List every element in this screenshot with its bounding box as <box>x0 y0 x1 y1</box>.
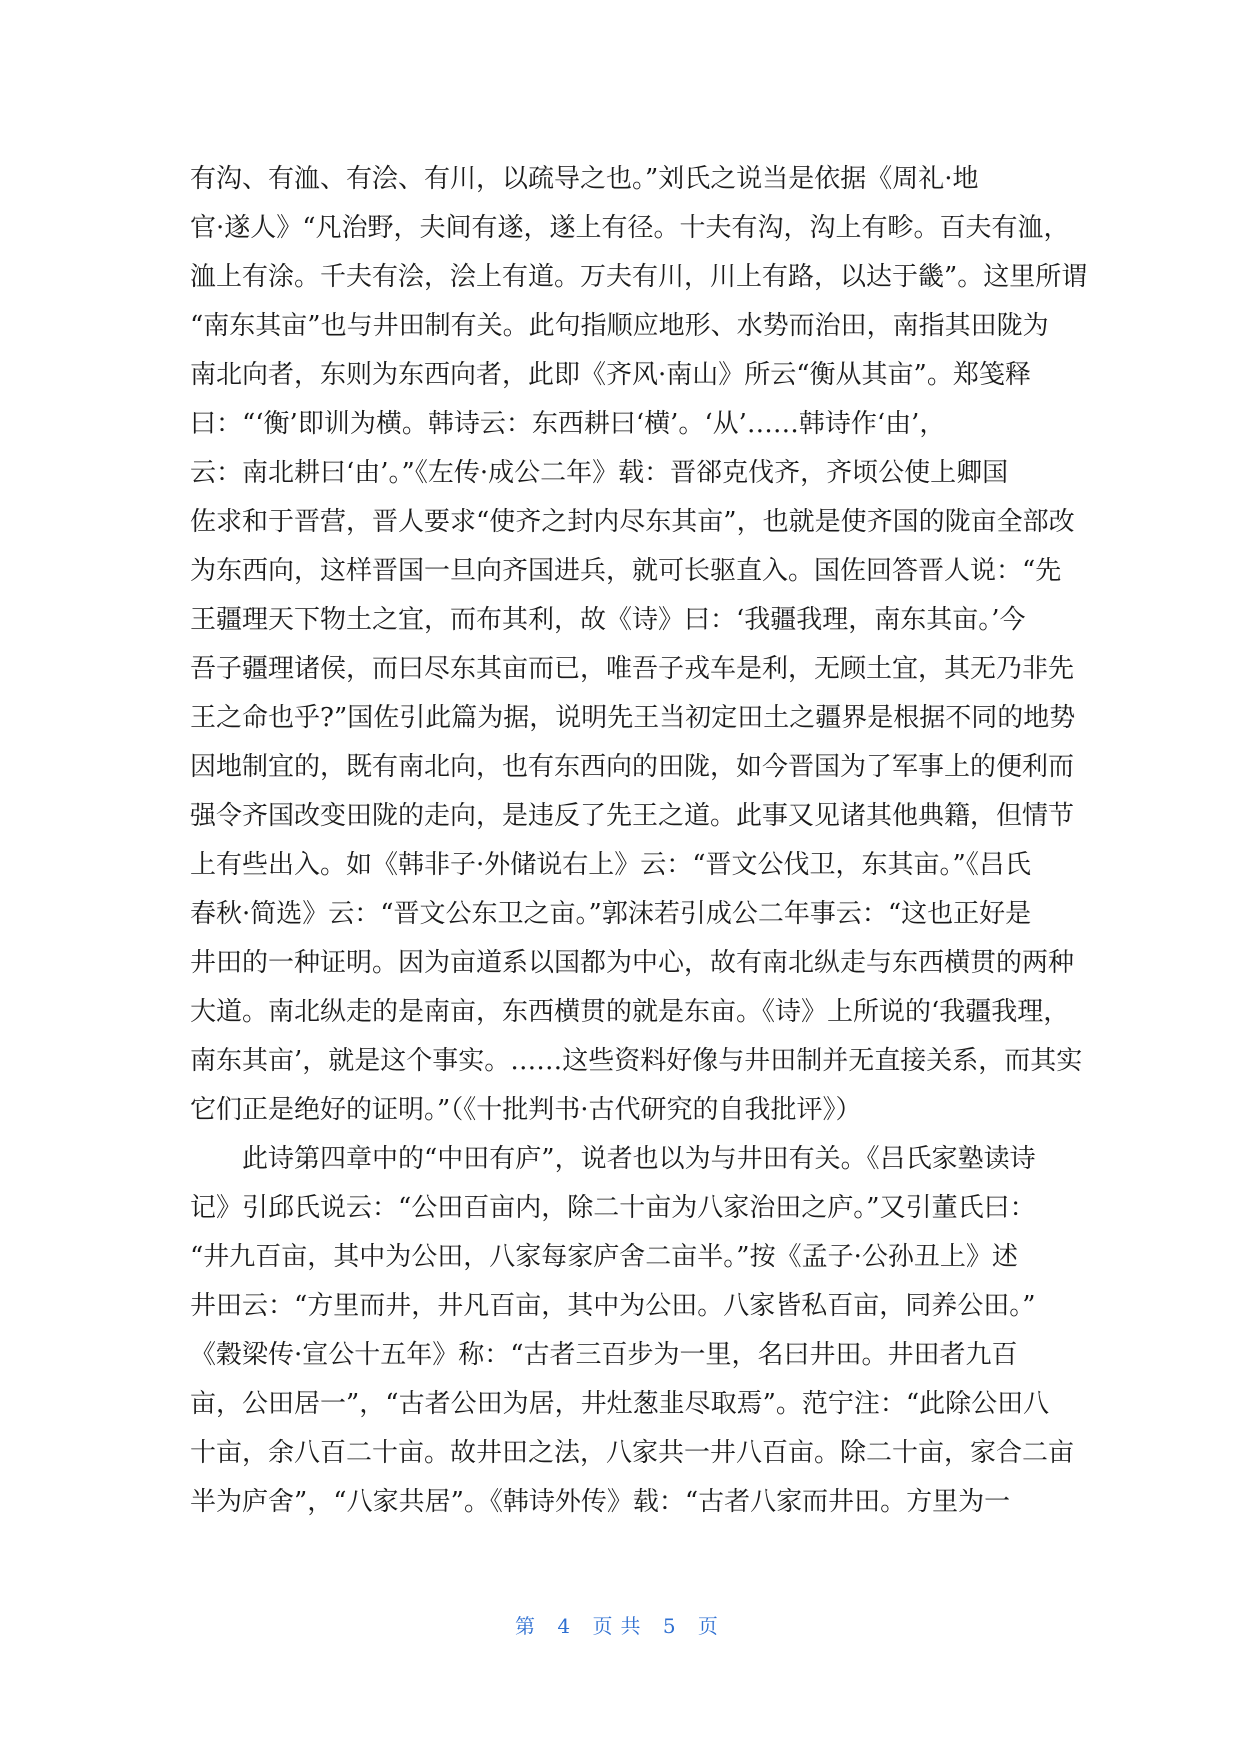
text-line: 春秋·简选》云：“晋文公东卫之亩。”郭沫若引成公二年事云：“这也正好是 <box>190 899 1032 929</box>
text-line: 王疆理天下物土之宜，而布其利，故《诗》曰：‘我疆我理，南东其亩。’今 <box>190 605 1026 635</box>
text-line: 佐求和于晋营，晋人要求“使齐之封内尽东其亩”，也就是使齐国的陇亩全部改 <box>190 507 1075 537</box>
text-line: 为东西向，这样晋国一旦向齐国进兵，就可长驱直入。国佐回答晋人说：“先 <box>190 556 1062 586</box>
text-line: 井田的一种证明。因为亩道系以国都为中心，故有南北纵走与东西横贯的两种 <box>190 948 1075 978</box>
text-line: 井田云：“方里而井，井凡百亩，其中为公田。八家皆私百亩，同养公田。” <box>190 1291 1036 1321</box>
text-line: 记》引邱氏说云：“公田百亩内，除二十亩为八家治田之庐。”又引董氏曰： <box>190 1193 1036 1223</box>
text-line: 有沟、有洫、有浍、有川，以疏导之也。”刘氏之说当是依据《周礼·地 <box>190 164 979 194</box>
text-line: 亩，公田居一”，“古者公田为居，井灶葱韭尽取焉”。范宁注：“此除公田八 <box>190 1389 1050 1419</box>
text-line: 曰：“‘衡’即训为横。韩诗云：东西耕曰‘横’。‘从’……韩诗作‘由’， <box>190 409 946 439</box>
text-line: 南东其亩’，就是这个事实。……这些资料好像与井田制并无直接关系，而其实 <box>190 1046 1083 1076</box>
text-line: 此诗第四章中的“中田有庐”，说者也以为与井田有关。《吕氏家塾读诗 <box>190 1144 1036 1174</box>
text-line: 云：南北耕曰‘由’。”《左传·成公二年》载：晋郤克伐齐，齐顷公使上卿国 <box>190 458 1009 488</box>
text-line: 它们正是绝好的证明。”（《十批判书·古代研究的自我批评》） <box>190 1095 862 1125</box>
text-line: “井九百亩，其中为公田，八家每家庐舍二亩半。”按《孟子·公孙丑上》述 <box>190 1242 1018 1272</box>
text-line: 吾子疆理诸侯，而曰尽东其亩而已，唯吾子戎车是利，无顾土宜，其无乃非先 <box>190 654 1075 684</box>
text-line: 洫上有涂。千夫有浍，浍上有道。万夫有川，川上有路，以达于畿”。这里所谓 <box>190 262 1088 292</box>
text-line: 上有些出入。如《韩非子·外储说右上》云：“晋文公伐卫，东其亩。”《吕氏 <box>190 850 1031 880</box>
text-line: 王之命也乎?”国佐引此篇为据，说明先王当初定田土之疆界是根据不同的地势 <box>190 703 1076 733</box>
text-line: “南东其亩”也与井田制有关。此句指顺应地形、水势而治田，南指其田陇为 <box>190 311 1049 341</box>
text-line: 官·遂人》“凡治野，夫间有遂，遂上有径。十夫有沟，沟上有畛。百夫有洫， <box>190 213 1070 243</box>
text-line: 强令齐国改变田陇的走向，是违反了先王之道。此事又见诸其他典籍，但情节 <box>190 801 1075 831</box>
page-number-footer: 第 4 页共 5 页 <box>515 1614 726 1638</box>
text-line: 因地制宜的，既有南北向，也有东西向的田陇，如今晋国为了军事上的便利而 <box>190 752 1075 782</box>
text-line: 南北向者，东则为东西向者，此即《齐风·南山》所云“衡从其亩”。郑笺释 <box>190 360 1031 390</box>
text-line: 大道。南北纵走的是南亩，东西横贯的就是东亩。《诗》上所说的‘我疆我理， <box>190 997 1070 1027</box>
text-line: 十亩，余八百二十亩。故井田之法，八家共一井八百亩。除二十亩，家合二亩 <box>190 1438 1075 1468</box>
text-line: 《穀梁传·宣公十五年》称：“古者三百步为一里，名曰井田。井田者九百 <box>190 1340 1018 1370</box>
text-line: 半为庐舍”，“八家共居”。《韩诗外传》载：“古者八家而井田。方里为一 <box>190 1487 1011 1517</box>
